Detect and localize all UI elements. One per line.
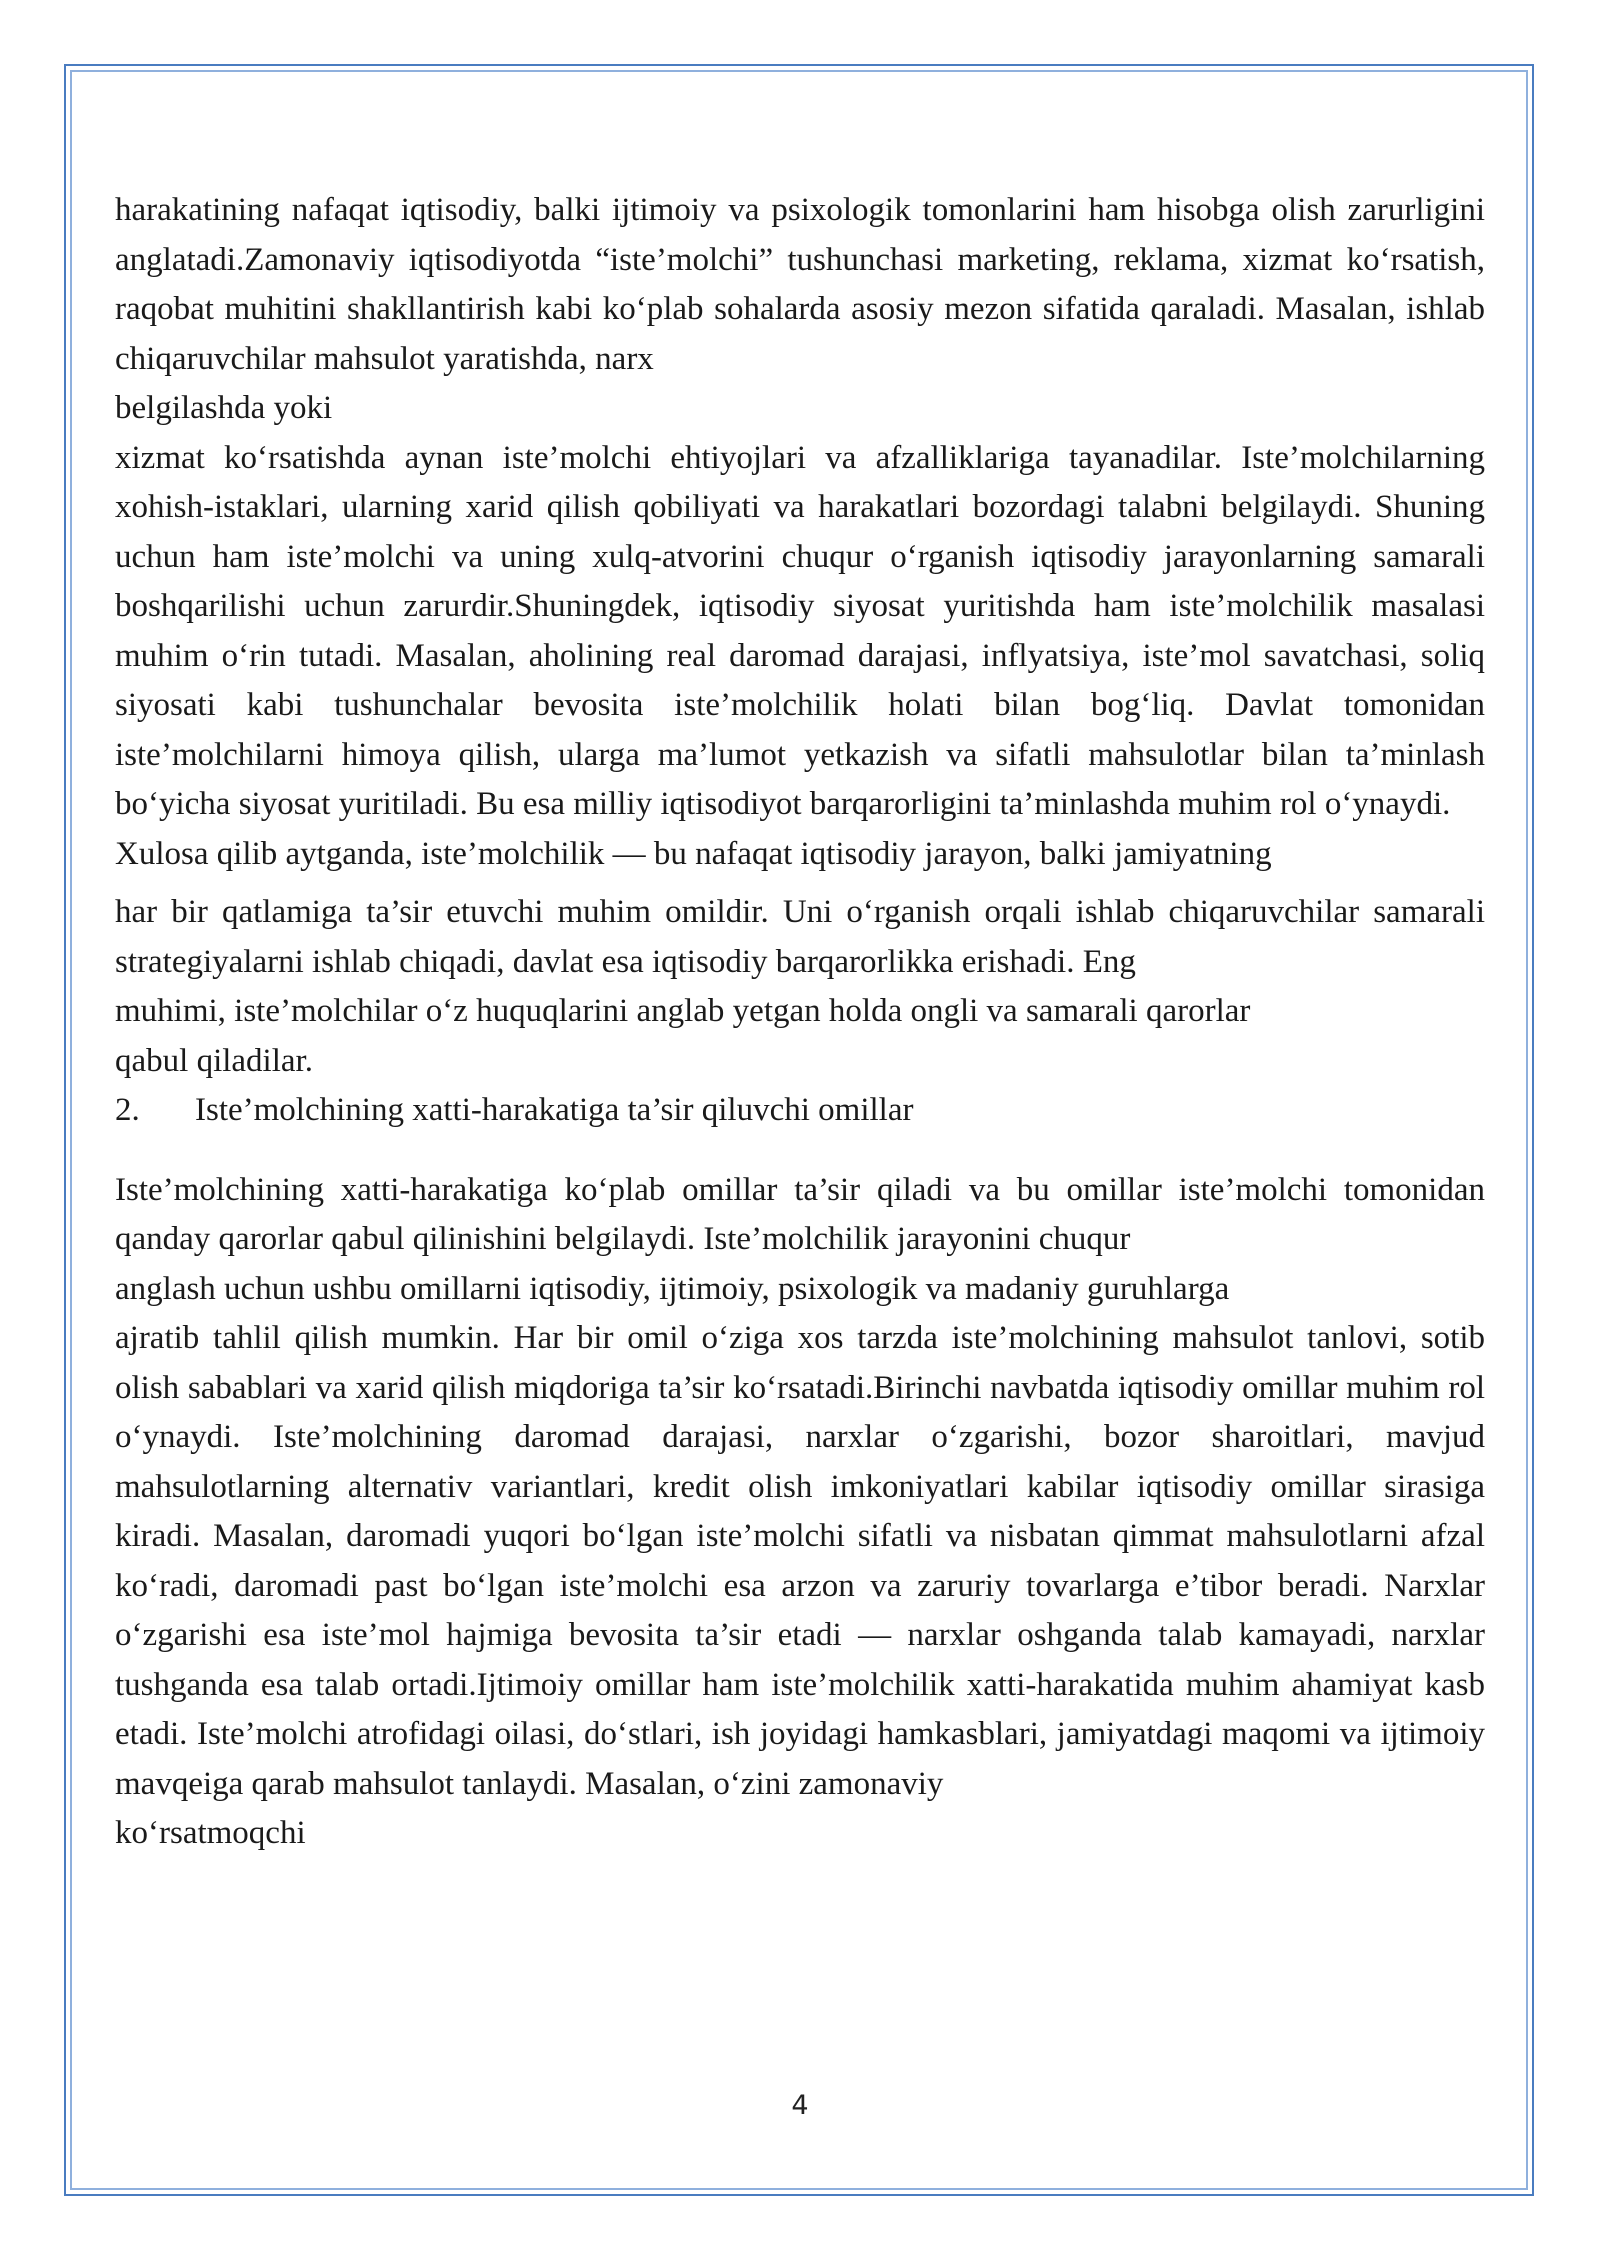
paragraph-3: Xulosa qilib aytganda, iste’molchilik — bu nafaqat iqtisodiy jarayon, balki jamiyatning [115, 835, 1272, 872]
section-title: Iste’molchining xatti-harakatiga ta’sir qiluvchi omillar [195, 1092, 914, 1128]
section-heading [115, 1086, 1485, 1136]
paragraph-5: Iste’molchining xatti-harakatiga ko‘plab omillar ta’sir qiladi va bu omillar iste’molchi tomonidan qanday qarorlar qabul qilinishini belgilaydi. Iste’molchilik jarayonini chuqur [115, 1171, 1485, 1257]
paragraph-4: har bir qatlamiga ta’sir etuvchi muhim omildir. Uni o‘rganish orqali ishlab chiqaruvchilar samarali strategiyalarni ishlab chiqadi, davlat esa iqtisodiy barqarorlikka erishadi. Eng [115, 894, 1485, 980]
document-body [115, 186, 1485, 1859]
paragraph-1: harakatining nafaqat iqtisodiy, balki ijtimoiy va psixologik tomonlarini ham hisobga olish zarurligini anglatadi.Zamonaviy iqtisodiyotda “iste’molchi” tushunchasi marketing, reklama, xizmat ko‘rsatish, raqobat muhitini shakllantirish kabi ko‘plab sohalarda asosiy mezon sifatida qaraladi. Masalan, ishlab chiqaruvchilar mahsulot yaratishda, narx [115, 192, 1485, 377]
paragraph-1-tail: belgilashda yoki [115, 390, 333, 426]
paragraph-4-tail-2: qabul qiladilar. [115, 1042, 313, 1079]
paragraph-6: ajratib tahlil qilish mumkin. Har bir omil o‘ziga xos tarzda iste’molchining mahsulot tanlovi, sotib olish sabablari va xarid qilish miqdoriga ta’sir ko‘rsatadi.Birinchi navbatda iqtisodiy omillar muhim rol o‘ynaydi. Iste’molchining daromad darajasi, narxlar o‘zgarishi, bozor sharoitlari, mavjud mahsulotlarning alternativ variantlari, kredit olish imkoniyatlari kabilar iqtisodiy omillar sirasiga kiradi. Masalan, daromadi yuqori bo‘lgan iste’molchi sifatli va nisbatan qimmat mahsulotlarni afzal ko‘radi, daromadi past bo‘lgan iste’molchi esa arzon va zaruriy tovarlarga e’tibor beradi. Narxlar o‘zgarishi esa iste’mol hajmiga bevosita ta’sir etadi — narxlar oshganda talab kamayadi, narxlar tushganda esa talab ortadi.Ijtimoiy omillar ham iste’molchilik xatti-harakatida muhim ahamiyat kasb etadi. Iste’molchi atrofidagi oilasi, do‘stlari, ish joyidagi hamkasblari, jamiyatdagi maqomi va ijtimoiy mavqeiga qarab mahsulot tanlaydi. Masalan, o‘zini zamonaviy [115, 1320, 1485, 1802]
paragraph-2: xizmat ko‘rsatishda aynan iste’molchi ehtiyojlari va afzalliklariga tayanadilar. Iste’molchilarning xohish-istaklari, ularning xarid qilish qobiliyati va harakatlari bozordagi talabni belgilaydi. Shuning uchun ham iste’molchi va uning xulq-atvorini chuqur o‘rganish iqtisodiy jarayonlarning samarali boshqarilishi uchun zarurdir.Shuningdek, iqtisodiy siyosat yuritishda ham iste’molchilik masalasi muhim o‘rin tutadi. Masalan, aholining real daromad darajasi, inflyatsiya, iste’mol savatchasi, soliq siyosati kabi tushunchalar bevosita iste’molchilik holati bilan bog‘liq. Davlat tomonidan iste’molchilarni himoya qilish, ularga ma’lumot yetkazish va sifatli mahsulotlar bilan ta’minlash bo‘yicha siyosat yuritiladi. Bu esa milliy iqtisodiyot barqarorligini ta’minlashda muhim rol o‘ynaydi. [115, 439, 1485, 822]
page-number: 4 [791, 2090, 809, 2121]
paragraph-4-tail-1: muhimi, iste’molchilar o‘z huquqlarini anglab yetgan holda ongli va samarali qarorlar [115, 993, 1251, 1029]
section-number: 2. [115, 1092, 140, 1128]
paragraph-5-tail: anglash uchun ushbu omillarni iqtisodiy, ijtimoiy, psixologik va madaniy guruhlarga [115, 1270, 1230, 1307]
paragraph-6-tail: ko‘rsatmoqchi [115, 1815, 306, 1851]
